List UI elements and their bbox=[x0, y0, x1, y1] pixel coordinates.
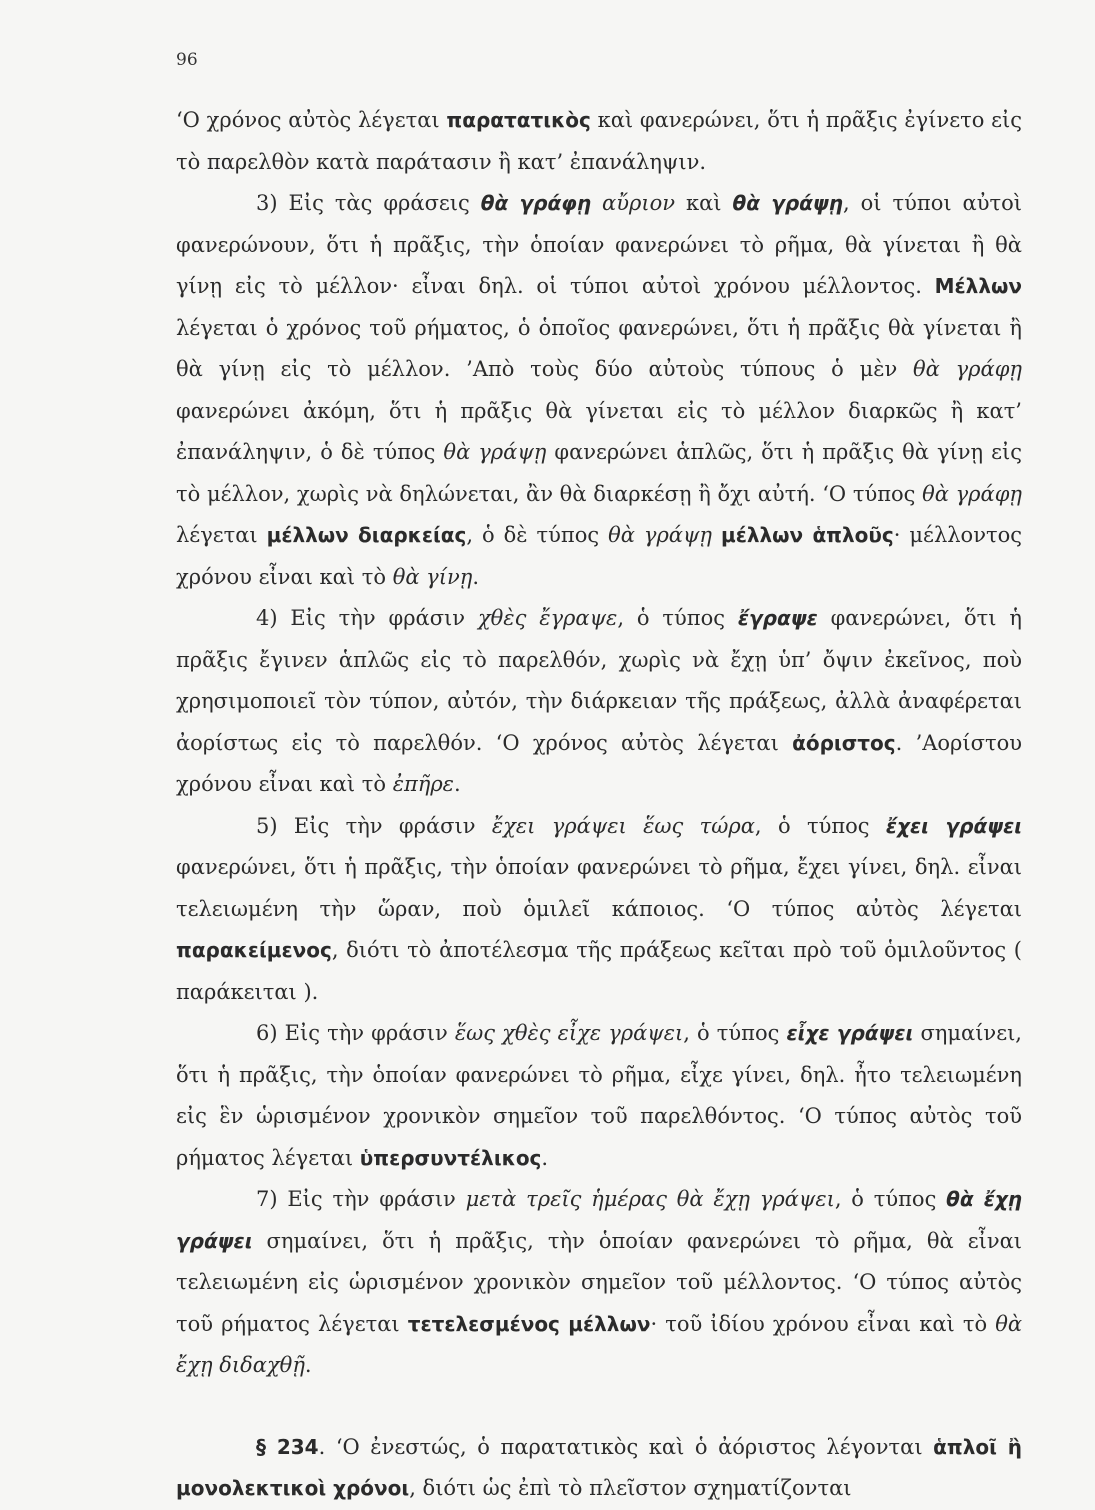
text-run: 4) Εἰς τὴν φράσιν bbox=[256, 606, 478, 630]
example-form: θὰ γράφῃ bbox=[913, 357, 1022, 381]
example-form: ἐπῆρε bbox=[392, 772, 454, 796]
text-run: . bbox=[472, 564, 480, 589]
text-run: φανερώνει, ὅτι ἡ πρᾶξις, τὴν ὁποίαν φανερώνει τὸ ρῆμα, ἔχει γίνει, δηλ. εἶναι τελειωμένη τὴν ὥραν, ποὺ ὁμιλεῖ κάποιος. ‘Ο τύπος αὐτὸς λέγεται bbox=[176, 855, 1022, 921]
text-run: 5) Εἰς τὴν φράσιν bbox=[256, 813, 492, 838]
example-form: θὰ γράψῃ bbox=[443, 440, 547, 464]
paragraph bbox=[176, 1013, 1022, 1179]
text-run: , ὁ τύπος bbox=[834, 1187, 947, 1211]
text-run: · μέλλοντος χρόνου εἶναι καὶ τὸ bbox=[176, 523, 1022, 589]
text-run: σημαίνει, ὅτι ἡ πρᾶξις, τὴν ὁποίαν φανερώνει τὸ ρῆμα, εἶχε γίνει, δηλ. ἦτο τελειωμένη εἰς ἓν ὡρισμένον χρονικὸν σημεῖον τοῦ παρελθόντος. ‘Ο τύπος αὐτὸς τοῦ ρήματος λέγεται bbox=[176, 1021, 1022, 1170]
text-run: σημαίνει, ὅτι ἡ πρᾶξις, τὴν ὁποίαν φανερώνει τὸ ρῆμα, θὰ εἶναι τελειωμένη εἰς ὡρισμένον χρονικὸν σημεῖον τοῦ μέλλοντος. ‘Ο τύπος αὐτὸς τοῦ ρήματος λέγεται bbox=[176, 1228, 1022, 1336]
text-run: , ὁ δὲ τύπος bbox=[466, 523, 609, 547]
example-form: θὰ γράψῃ bbox=[608, 523, 713, 547]
term: Μέλλων bbox=[934, 274, 1022, 298]
example-word: αὔριον bbox=[591, 191, 675, 215]
text-run: . ‘Ο ἐνεστώς, ὁ παρατατικὸς καὶ ὁ ἀόριστος λέγονται bbox=[318, 1434, 934, 1459]
paragraph bbox=[176, 598, 1022, 806]
term: μέλλων ἁπλοῦς bbox=[721, 523, 894, 547]
term: ἀόριστος bbox=[792, 730, 896, 755]
example-form: ἔχει γράψει ἕως τώρα bbox=[491, 813, 755, 838]
text-run: 3) Εἰς τὰς φράσεις bbox=[256, 191, 481, 215]
paragraph bbox=[176, 806, 1022, 1014]
text-run: λέγεται bbox=[176, 523, 267, 547]
example-form: θὰ ἔχῃ διδαχθῇ bbox=[176, 1311, 1023, 1377]
example-form: ἔχει γράψει bbox=[885, 813, 1023, 838]
text-run: . ’Αορίστου χρόνου εἶναι καὶ τὸ bbox=[176, 730, 1023, 796]
example-form: εἶχε γράψει bbox=[786, 1021, 914, 1045]
term: παρακείμενος bbox=[176, 938, 332, 962]
text-run: 6) Εἰς τὴν φράσιν bbox=[256, 1021, 455, 1045]
text-run: φανερώνει ἁπλῶς, ὅτι ἡ πρᾶξις θὰ γίνῃ εἰς τὸ μέλλον, χωρὶς νὰ δηλώνεται, ἂν θὰ διαρκέσῃ ἢ ὄχι αὐτή. ‘Ο τύπος bbox=[176, 440, 1022, 506]
term: τετελεσμένος μέλλων bbox=[407, 1311, 651, 1336]
term: ἁπλοῖ ἢ μονολεκτικοὶ χρόνοι bbox=[176, 1434, 1022, 1500]
term: παρατατικὸς bbox=[446, 108, 591, 132]
example-form: μετὰ τρεῖς ἡμέρας θὰ ἔχῃ γράψει bbox=[465, 1187, 835, 1211]
text-run: φανερώνει, ὅτι ἡ πρᾶξις ἔγινεν ἁπλῶς εἰς τὸ παρελθόν, χωρὶς νὰ ἔχῃ ὑπ’ ὄψιν ἐκεῖνος, ποὺ χρησιμοποιεῖ τὸν τύπον, αὐτόν, τὴν διάρκειαν τῆς πράξεως, ἀλλὰ ἀναφέρεται ἀορίστως εἰς τὸ παρελθόν. ‘Ο χρόνος αὐτὸς λέγεται bbox=[176, 606, 1022, 755]
term: μέλλων διαρκείας bbox=[266, 523, 467, 547]
text-run: . bbox=[453, 772, 461, 796]
text-run: , οἱ τύποι αὐτοὶ φανερώνουν, ὅτι ἡ πρᾶξις, τὴν ὁποίαν φανερώνει τὸ ρῆμα, θὰ γίνεται ἢ θὰ γίνῃ εἰς τὸ μέλλον· εἶναι δηλ. οἱ τύποι αὐτοὶ χρόνου μέλλοντος. bbox=[176, 191, 1022, 298]
paragraph bbox=[176, 100, 1022, 183]
text-run: φανερώνει ἀκόμη, ὅτι ἡ πρᾶξις θὰ γίνεται εἰς τὸ μέλλον διαρκῶς ἢ κατ’ ἐπανάληψιν, ὁ δὲ τύπος bbox=[176, 398, 1022, 464]
paragraph bbox=[176, 183, 1022, 598]
example-form: θὰ γίνῃ bbox=[392, 564, 473, 589]
page-number: 96 bbox=[176, 50, 198, 70]
text-run: , διότι ὡς ἐπὶ τὸ πλεῖστον σχηματίζονται bbox=[409, 1476, 852, 1500]
term: ὑπερσυντέλικος bbox=[359, 1145, 542, 1170]
example-form: ἕως χθὲς εἶχε γράψει bbox=[454, 1021, 684, 1045]
text-run: , ὁ τύπος bbox=[683, 1021, 787, 1045]
text-run: , ὁ τύπος bbox=[617, 606, 738, 630]
text-run: , ὁ τύπος bbox=[754, 813, 886, 838]
example-form: χθὲς ἔγραψε bbox=[477, 606, 618, 630]
text-run: καὶ bbox=[674, 191, 733, 215]
example-form: θὰ γράφῃ bbox=[922, 481, 1022, 506]
paragraph bbox=[176, 1427, 1022, 1510]
text-run: λέγεται ὁ χρόνος τοῦ ρήματος, ὁ ὁποῖος φανερώνει, ὅτι ἡ πρᾶξις θὰ γίνεται ἢ θὰ γίνῃ εἰς τὸ μέλλον. ’Απὸ τοὺς δύο αὐτοὺς τύπους ὁ μὲν bbox=[176, 315, 1022, 381]
body-text bbox=[176, 100, 1022, 1510]
section-gap bbox=[176, 1387, 1022, 1427]
section-number: § 234 bbox=[256, 1434, 319, 1459]
text-run: ‘Ο χρόνος αὐτὸς λέγεται bbox=[176, 108, 447, 132]
text-run: 7) Εἰς τὴν φράσιν bbox=[256, 1187, 466, 1211]
text-run: , διότι τὸ ἀποτέλεσμα τῆς πράξεως κεῖται πρὸ τοῦ ὁμιλοῦντος ( παράκειται ). bbox=[176, 938, 1022, 1004]
example-form: θὰ γράψῃ bbox=[732, 191, 844, 215]
example-form: θὰ γράφῃ bbox=[480, 191, 592, 215]
example-form: ἔγραψε bbox=[737, 606, 818, 630]
text-run: καὶ φανερώνει, ὅτι ἡ πρᾶξις ἐγίνετο εἰς τὸ παρελθὸν κατὰ παράτασιν ἢ κατ’ ἐπανάληψιν. bbox=[176, 108, 1022, 174]
text-run: · τοῦ ἰδίου χρόνου εἶναι καὶ τὸ bbox=[650, 1311, 996, 1336]
text-run bbox=[712, 523, 721, 547]
example-form: θὰ ἔχῃ γράψει bbox=[176, 1187, 1022, 1253]
paragraph bbox=[176, 1179, 1022, 1387]
text-run: . bbox=[304, 1353, 312, 1377]
text-run: . bbox=[541, 1145, 549, 1170]
